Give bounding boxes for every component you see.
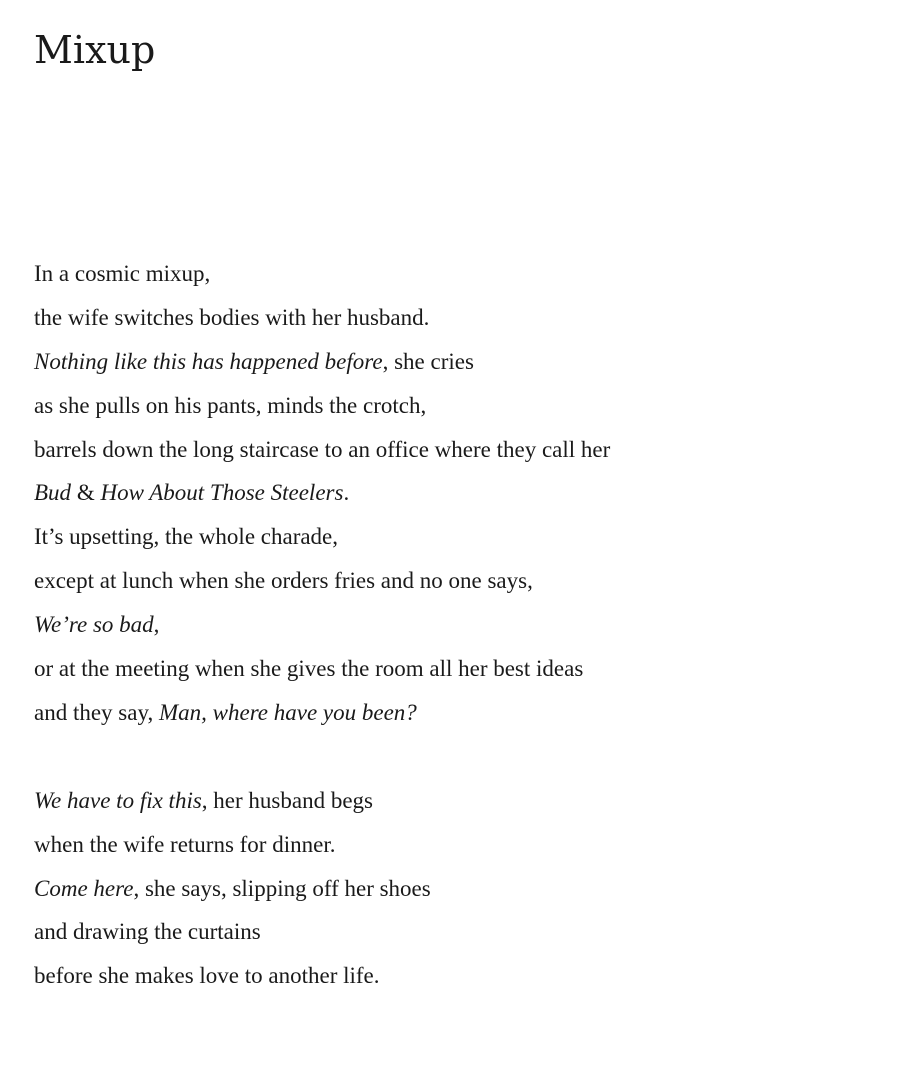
italic-text: We’re so bad bbox=[34, 612, 154, 638]
poem-line bbox=[34, 252, 874, 296]
poem-stanza bbox=[34, 252, 874, 735]
poem-line bbox=[34, 823, 874, 867]
poem-line bbox=[34, 647, 874, 691]
text-segment: & bbox=[71, 480, 101, 506]
poem-line bbox=[34, 779, 874, 823]
text-segment: . bbox=[343, 480, 350, 506]
text-segment: except at lunch when she orders fries and no one says, bbox=[34, 568, 533, 594]
text-segment: , she says, slipping off her shoes bbox=[133, 875, 431, 901]
text-segment: , bbox=[153, 612, 160, 638]
poem-line bbox=[34, 954, 874, 998]
poem-stanza bbox=[34, 779, 874, 998]
poem-line bbox=[34, 603, 874, 647]
text-segment: and they say, bbox=[34, 699, 159, 725]
poem-body bbox=[34, 252, 874, 1042]
text-segment: , her husband begs bbox=[201, 787, 373, 813]
poem-line bbox=[34, 340, 874, 384]
text-segment: and drawing the curtains bbox=[34, 919, 261, 945]
text-segment: , she cries bbox=[382, 348, 474, 374]
poem-line bbox=[34, 910, 874, 954]
italic-text: We have to fix this bbox=[34, 787, 202, 813]
poem-line bbox=[34, 428, 874, 472]
text-segment: the wife switches bodies with her husband. bbox=[34, 304, 430, 330]
poem-title: Mixup bbox=[34, 28, 156, 72]
poem-line bbox=[34, 384, 874, 428]
italic-text: Man, where have you been? bbox=[158, 699, 417, 725]
poem-line bbox=[34, 515, 874, 559]
text-segment: when the wife returns for dinner. bbox=[34, 831, 336, 857]
text-segment: It’s upsetting, the whole charade, bbox=[34, 524, 339, 550]
text-segment: as she pulls on his pants, minds the crotch, bbox=[34, 392, 427, 418]
text-segment: In a cosmic mixup, bbox=[34, 261, 211, 286]
poem-line bbox=[34, 867, 874, 911]
italic-text: How About Those Steelers bbox=[100, 480, 344, 506]
poem-line bbox=[34, 691, 874, 735]
text-segment: barrels down the long staircase to an office where they call her bbox=[34, 436, 611, 462]
text-segment: or at the meeting when she gives the room all her best ideas bbox=[34, 656, 584, 682]
poem-line bbox=[34, 559, 874, 603]
text-segment: before she makes love to another life. bbox=[34, 963, 380, 989]
poem-line bbox=[34, 471, 874, 515]
italic-text: Nothing like this has happened before bbox=[34, 348, 383, 374]
italic-text: Bud bbox=[34, 480, 72, 506]
italic-text: Come here bbox=[34, 875, 134, 901]
poem-line bbox=[34, 296, 874, 340]
